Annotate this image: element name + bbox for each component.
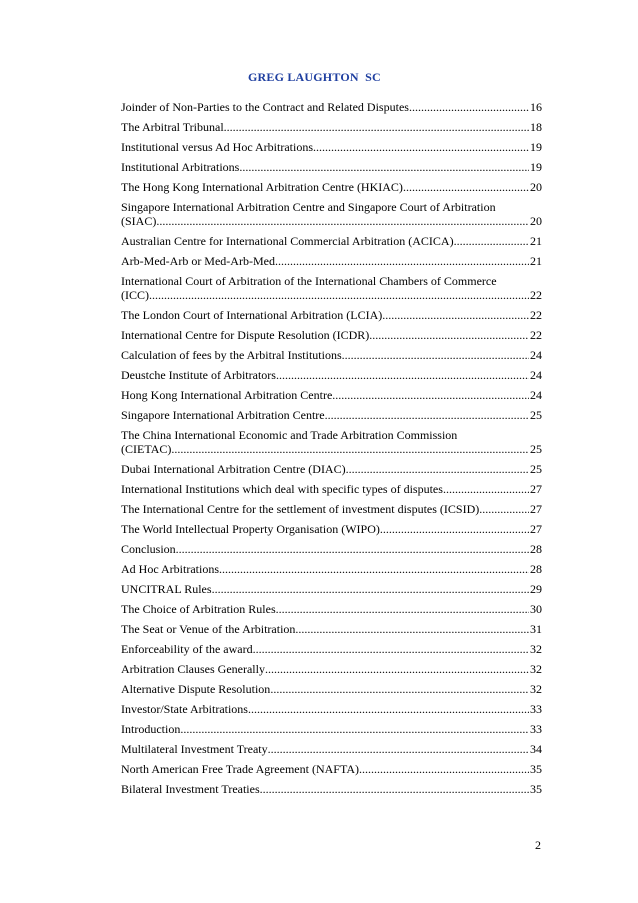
toc-entry-page: 35 bbox=[530, 762, 542, 776]
toc-entry-label: The World Intellectual Property Organisation (WIPO) bbox=[121, 522, 380, 536]
toc-entry[interactable] bbox=[121, 234, 542, 248]
toc-entry-label: Singapore International Arbitration Centre bbox=[121, 408, 325, 422]
toc-leader-dots bbox=[149, 288, 529, 302]
toc-leader-dots bbox=[224, 120, 529, 134]
toc-entry-page: 34 bbox=[530, 742, 542, 756]
toc-entry-page: 24 bbox=[530, 348, 542, 362]
toc-entry-label: Multilateral Investment Treaty bbox=[121, 742, 268, 756]
toc-leader-dots bbox=[276, 602, 529, 616]
toc-entry-label: Bilateral Investment Treaties bbox=[121, 782, 260, 796]
toc-entry-title-line: Singapore International Arbitration Centre and Singapore Court of Arbitration bbox=[121, 200, 496, 214]
toc-entry-page: 25 bbox=[530, 442, 542, 456]
page-number: 2 bbox=[535, 838, 541, 852]
toc-entry-label: Institutional versus Ad Hoc Arbitrations bbox=[121, 140, 313, 154]
toc-entry[interactable] bbox=[121, 522, 542, 536]
toc-entry-page: 22 bbox=[530, 308, 542, 322]
toc-leader-dots bbox=[342, 348, 529, 362]
toc-leader-dots bbox=[332, 388, 529, 402]
toc-entry[interactable] bbox=[121, 642, 542, 656]
toc-entry-label: Dubai International Arbitration Centre (DIAC) bbox=[121, 462, 346, 476]
toc-entry[interactable] bbox=[121, 722, 542, 736]
toc-entry[interactable] bbox=[121, 100, 542, 114]
toc-entry[interactable] bbox=[121, 562, 542, 576]
toc-entry-label: The International Centre for the settlement of investment disputes (ICSID) bbox=[121, 502, 480, 516]
toc-leader-dots bbox=[156, 214, 529, 228]
toc-leader-dots bbox=[479, 502, 529, 516]
toc-entry-page: 32 bbox=[530, 662, 542, 676]
toc-entry-page: 29 bbox=[530, 582, 542, 596]
toc-entry-label: The Hong Kong International Arbitration Centre (HKIAC) bbox=[121, 180, 403, 194]
toc-entry-label: Alternative Dispute Resolution bbox=[121, 682, 271, 696]
toc-entry-page: 20 bbox=[530, 214, 542, 228]
toc-entry-page: 32 bbox=[530, 642, 542, 656]
toc-entry-page: 25 bbox=[530, 408, 542, 422]
toc-entry[interactable] bbox=[121, 762, 542, 776]
toc-leader-dots bbox=[369, 328, 529, 342]
toc-entry-label: Institutional Arbitrations bbox=[121, 160, 240, 174]
toc-entry[interactable] bbox=[121, 502, 542, 516]
toc-entry-label: International Institutions which deal with specific types of disputes bbox=[121, 482, 443, 496]
toc-entry[interactable] bbox=[121, 180, 542, 194]
toc-entry-label: (SIAC) bbox=[121, 214, 157, 228]
toc-entry-page: 22 bbox=[530, 328, 542, 342]
toc-entry[interactable] bbox=[121, 662, 542, 676]
toc-leader-dots bbox=[295, 622, 529, 636]
toc-leader-dots bbox=[409, 100, 529, 114]
toc-leader-dots bbox=[212, 582, 529, 596]
toc-entry-page: 35 bbox=[530, 782, 542, 796]
toc-entry[interactable] bbox=[121, 308, 542, 322]
toc-leader-dots bbox=[260, 782, 529, 796]
toc-entry-title-line: International Court of Arbitration of the International Chambers of Commerce bbox=[121, 274, 497, 288]
toc-entry-label: Arbitration Clauses Generally bbox=[121, 662, 265, 676]
toc-leader-dots bbox=[346, 462, 529, 476]
toc-entry-label: (CIETAC) bbox=[121, 442, 172, 456]
toc-entry[interactable] bbox=[121, 702, 542, 716]
toc-leader-dots bbox=[275, 254, 529, 268]
toc-leader-dots bbox=[180, 722, 529, 736]
toc-entry-page: 31 bbox=[530, 622, 542, 636]
toc-entry-label: Australian Centre for International Commercial Arbitration (ACICA) bbox=[121, 234, 454, 248]
toc-leader-dots bbox=[219, 562, 529, 576]
toc-entry[interactable] bbox=[121, 254, 542, 268]
toc-entry-label: The Arbitral Tribunal bbox=[121, 120, 224, 134]
toc-entry-page: 24 bbox=[530, 388, 542, 402]
toc-leader-dots bbox=[248, 702, 529, 716]
document-header-author: GREG LAUGHTON SC bbox=[248, 70, 381, 84]
toc-entry[interactable] bbox=[121, 622, 542, 636]
toc-leader-dots bbox=[313, 140, 529, 154]
toc-entry[interactable] bbox=[121, 348, 542, 362]
toc-entry[interactable] bbox=[121, 200, 542, 228]
toc-entry-label: International Centre for Dispute Resolution (ICDR) bbox=[121, 328, 370, 342]
toc-entry-label: The London Court of International Arbitration (LCIA) bbox=[121, 308, 383, 322]
toc-entry-label: The Seat or Venue of the Arbitration bbox=[121, 622, 296, 636]
toc-entry-page: 25 bbox=[530, 462, 542, 476]
toc-entry[interactable] bbox=[121, 602, 542, 616]
toc-entry-page: 21 bbox=[530, 254, 542, 268]
toc-entry-label: Arb-Med-Arb or Med-Arb-Med bbox=[121, 254, 275, 268]
toc-leader-dots bbox=[276, 368, 529, 382]
toc-entry[interactable] bbox=[121, 328, 542, 342]
toc-entry-page: 24 bbox=[530, 368, 542, 382]
toc-entry[interactable] bbox=[121, 682, 542, 696]
toc-entry[interactable] bbox=[121, 542, 542, 556]
toc-entry-page: 18 bbox=[530, 120, 542, 134]
toc-entry[interactable] bbox=[121, 462, 542, 476]
toc-leader-dots bbox=[325, 408, 529, 422]
toc-entry[interactable] bbox=[121, 274, 542, 302]
toc-leader-dots bbox=[270, 682, 529, 696]
toc-entry[interactable] bbox=[121, 742, 542, 756]
toc-leader-dots bbox=[268, 742, 529, 756]
toc-entry-label: (ICC) bbox=[121, 288, 149, 302]
toc-entry-page: 28 bbox=[530, 562, 542, 576]
toc-entry[interactable] bbox=[121, 408, 542, 422]
toc-entry-title-line: The China International Economic and Trade Arbitration Commission bbox=[121, 428, 458, 442]
toc-entry-label: Hong Kong International Arbitration Centre bbox=[121, 388, 333, 402]
toc-entry-label: Joinder of Non-Parties to the Contract and Related Disputes bbox=[121, 100, 409, 114]
toc-entry-label: UNCITRAL Rules bbox=[121, 582, 212, 596]
toc-leader-dots bbox=[454, 234, 529, 248]
toc-leader-dots bbox=[171, 442, 529, 456]
toc-leader-dots bbox=[239, 160, 529, 174]
toc-entry[interactable] bbox=[121, 120, 542, 134]
toc-entry-label: The Choice of Arbitration Rules bbox=[121, 602, 276, 616]
toc-leader-dots bbox=[176, 542, 529, 556]
toc-entry[interactable] bbox=[121, 388, 542, 402]
toc-entry-label: Deustche Institute of Arbitrators bbox=[121, 368, 276, 382]
toc-entry-page: 28 bbox=[530, 542, 542, 556]
toc-entry[interactable] bbox=[121, 782, 542, 796]
toc-entry-page: 30 bbox=[530, 602, 542, 616]
toc-entry-page: 19 bbox=[530, 160, 542, 174]
toc-entry-page: 21 bbox=[530, 234, 542, 248]
toc-entry-page: 19 bbox=[530, 140, 542, 154]
toc-entry-label: Enforceability of the award bbox=[121, 642, 253, 656]
toc-entry[interactable] bbox=[121, 428, 542, 456]
toc-leader-dots bbox=[382, 308, 529, 322]
toc-entry-page: 22 bbox=[530, 288, 542, 302]
toc-entry[interactable] bbox=[121, 140, 542, 154]
toc-leader-dots bbox=[253, 642, 529, 656]
toc-entry-label: Conclusion bbox=[121, 542, 176, 556]
toc-entry-label: Investor/State Arbitrations bbox=[121, 702, 248, 716]
toc-leader-dots bbox=[443, 482, 529, 496]
toc-entry-label: Ad Hoc Arbitrations bbox=[121, 562, 219, 576]
toc-leader-dots bbox=[359, 762, 529, 776]
toc-entry-label: North American Free Trade Agreement (NAFTA) bbox=[121, 762, 359, 776]
toc-entry[interactable] bbox=[121, 160, 542, 174]
toc-entry-label: Introduction bbox=[121, 722, 181, 736]
toc-entry-page: 32 bbox=[530, 682, 542, 696]
toc-leader-dots bbox=[380, 522, 529, 536]
toc-entry[interactable] bbox=[121, 582, 542, 596]
toc-leader-dots bbox=[265, 662, 529, 676]
toc-entry[interactable] bbox=[121, 482, 542, 496]
toc-entry-page: 27 bbox=[530, 502, 542, 516]
toc-entry-label: Calculation of fees by the Arbitral Institutions bbox=[121, 348, 342, 362]
toc-entry-page: 33 bbox=[530, 702, 542, 716]
table-of-contents bbox=[121, 100, 542, 802]
toc-entry[interactable] bbox=[121, 368, 542, 382]
toc-entry-page: 16 bbox=[530, 100, 542, 114]
toc-entry-page: 20 bbox=[530, 180, 542, 194]
toc-entry-page: 33 bbox=[530, 722, 542, 736]
toc-entry-page: 27 bbox=[530, 522, 542, 536]
toc-entry-page: 27 bbox=[530, 482, 542, 496]
toc-leader-dots bbox=[403, 180, 529, 194]
